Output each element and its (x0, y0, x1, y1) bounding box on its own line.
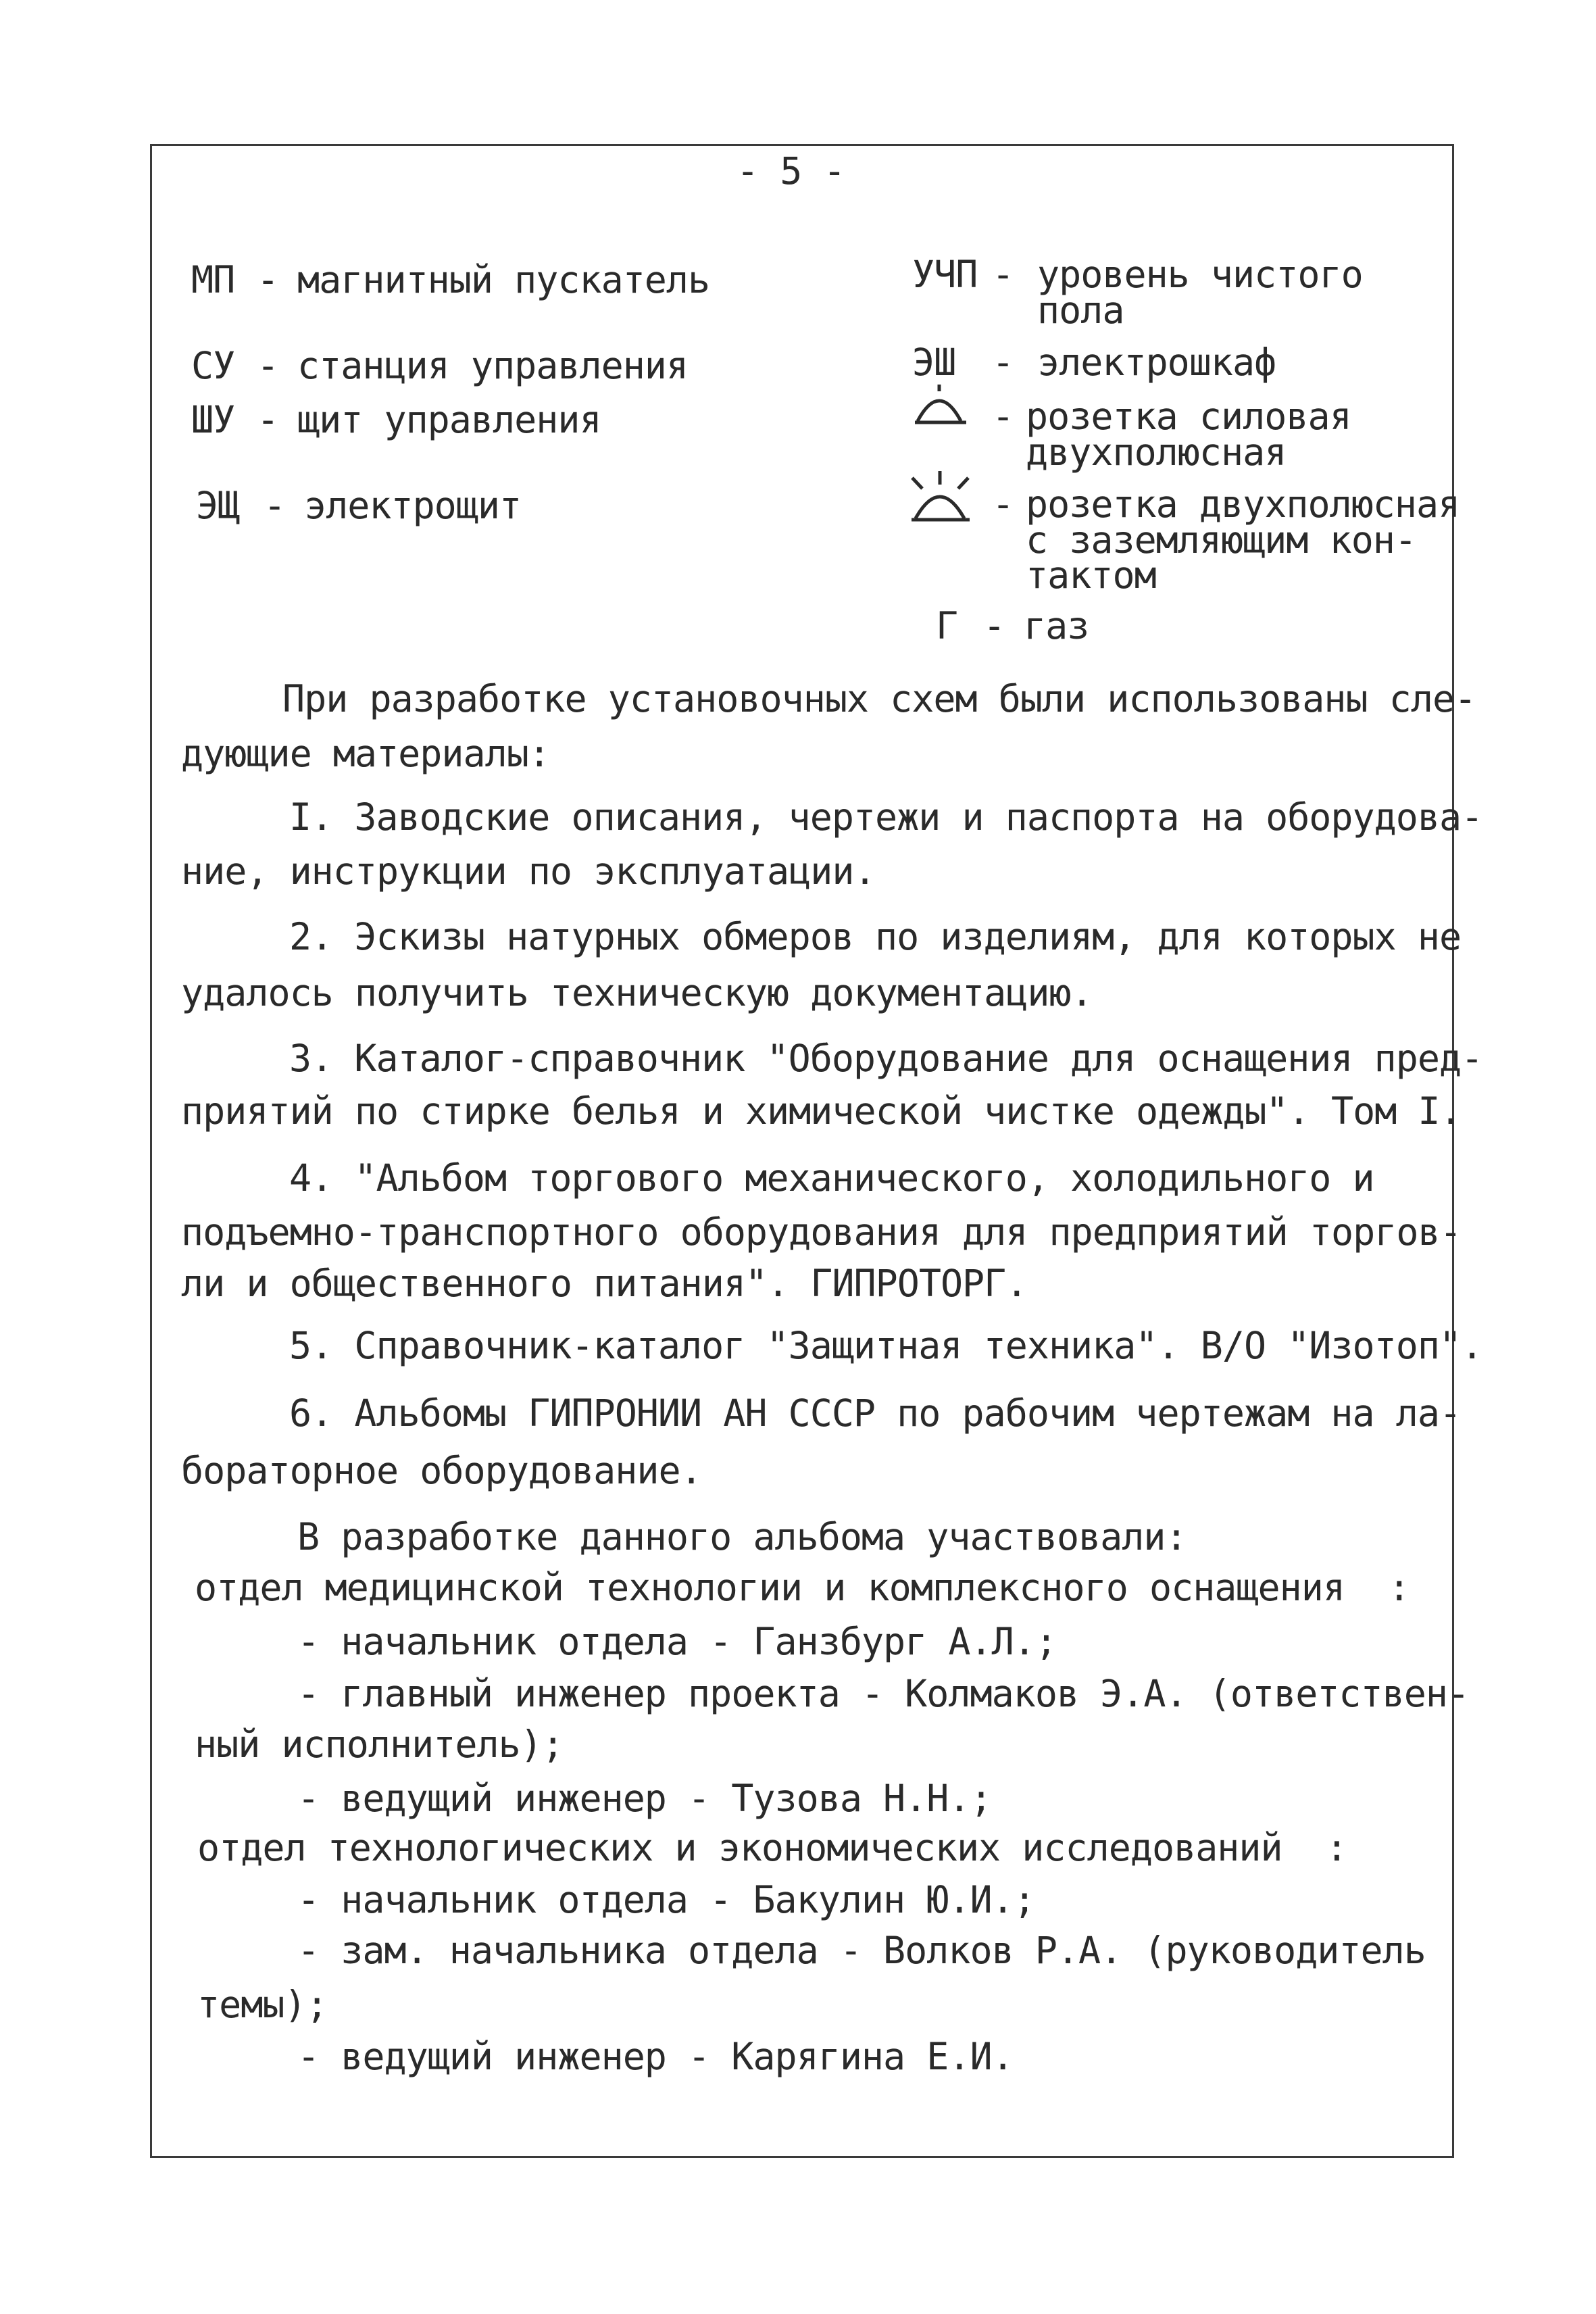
legend-left-code-mp: МП (191, 258, 235, 301)
legend-right-code-uchp: УЧП (912, 253, 978, 296)
body-line: бораторное оборудование. (181, 1449, 702, 1492)
body-line: 5. Справочник-каталог "Защитная техника". В/О "Изотоп". (289, 1324, 1483, 1367)
legend-left-code-shu: ШУ (191, 398, 235, 441)
legend-right-dash: - (992, 341, 1014, 384)
legend-right-text: тактом (1026, 553, 1156, 597)
legend-right-text: розетка силовая (1026, 395, 1351, 438)
legend-right-dash: - (983, 604, 1005, 647)
body-line: I. Заводские описания, чертежи и паспорта на оборудова- (289, 795, 1483, 839)
legend-right-code-esh: ЭШ (912, 341, 956, 384)
body-line: - главный инженер проекта - Колмаков Э.А. (ответствен- (297, 1672, 1470, 1715)
page-number: - 5 - (737, 149, 845, 193)
legend-left-dash: - (264, 484, 286, 527)
legend-right-text: газ (1024, 604, 1089, 647)
legend-left-text: станция управления (297, 344, 689, 387)
body-line: дующие материалы: (181, 732, 550, 775)
legend-right-code-g: Г (936, 604, 958, 647)
body-line: - ведущий инженер - Карягина Е.И. (297, 2035, 1014, 2078)
body-line: - начальник отдела - Ганзбург А.Л.; (297, 1620, 1057, 1663)
body-line: В разработке данного альбома участвовали: (297, 1515, 1187, 1558)
body-line: темы); (197, 1983, 328, 2026)
legend-right-text: пола (1037, 289, 1124, 332)
legend-left-text: электрощит (304, 484, 522, 527)
legend-left-code-su: СУ (191, 344, 235, 387)
legend-left-text: магнитный пускатель (297, 258, 710, 301)
body-line: 4. "Альбом торгового механического, холодильного и (289, 1156, 1374, 1200)
body-line: подъемно-транспортного оборудования для предприятий торгов- (181, 1210, 1462, 1254)
legend-right-dash: - (992, 395, 1014, 438)
power-socket-icon (912, 382, 973, 429)
body-line: отдел медицинской технологии и комплексного оснащения : (195, 1566, 1410, 1609)
body-line: - начальник отдела - Бакулин Ю.И.; (297, 1878, 1035, 1921)
legend-right-text: розетка двухполюсная (1026, 483, 1460, 526)
body-line: - зам. начальника отдела - Волков Р.А. (руководитель (297, 1929, 1426, 1972)
body-line: ный исполнитель); (195, 1723, 564, 1766)
body-line: - ведущий инженер - Тузова Н.Н.; (297, 1777, 992, 1820)
legend-right-dash: - (992, 483, 1014, 526)
legend-left-code-eshch: ЭЩ (196, 484, 240, 527)
legend-right-text: с заземляющим кон- (1026, 518, 1417, 562)
body-line: отдел технологических и экономических исследований : (197, 1826, 1347, 1869)
legend-right-text: уровень чистого (1037, 253, 1363, 296)
legend-left-text: щит управления (297, 398, 601, 441)
body-line: приятий по стирке белья и химической чистке одежды". Том I. (181, 1089, 1462, 1133)
body-line: ли и общественного питания". ГИПРОТОРГ. (181, 1262, 1028, 1305)
legend-right-text: электрошкаф (1037, 341, 1276, 384)
body-line: 6. Альбомы ГИПРОНИИ АН СССР по рабочим чертежам на ла- (289, 1392, 1462, 1435)
body-line: 2. Эскизы натурных обмеров по изделиям, для которых не (289, 915, 1462, 958)
body-line: При разработке установочных схем были использованы сле- (282, 677, 1476, 720)
legend-right-dash: - (992, 253, 1014, 296)
body-line: удалось получить техническую документацию. (181, 971, 1093, 1014)
legend-right-text: двухполюсная (1026, 430, 1287, 474)
grounded-socket-icon (902, 470, 983, 524)
legend-left-dash: - (257, 258, 279, 301)
legend-left-dash: - (257, 344, 279, 387)
body-line: ние, инструкции по эксплуатации. (181, 850, 876, 893)
body-line: 3. Каталог-справочник "Оборудование для оснащения пред- (289, 1037, 1483, 1080)
legend-left-dash: - (257, 398, 279, 441)
